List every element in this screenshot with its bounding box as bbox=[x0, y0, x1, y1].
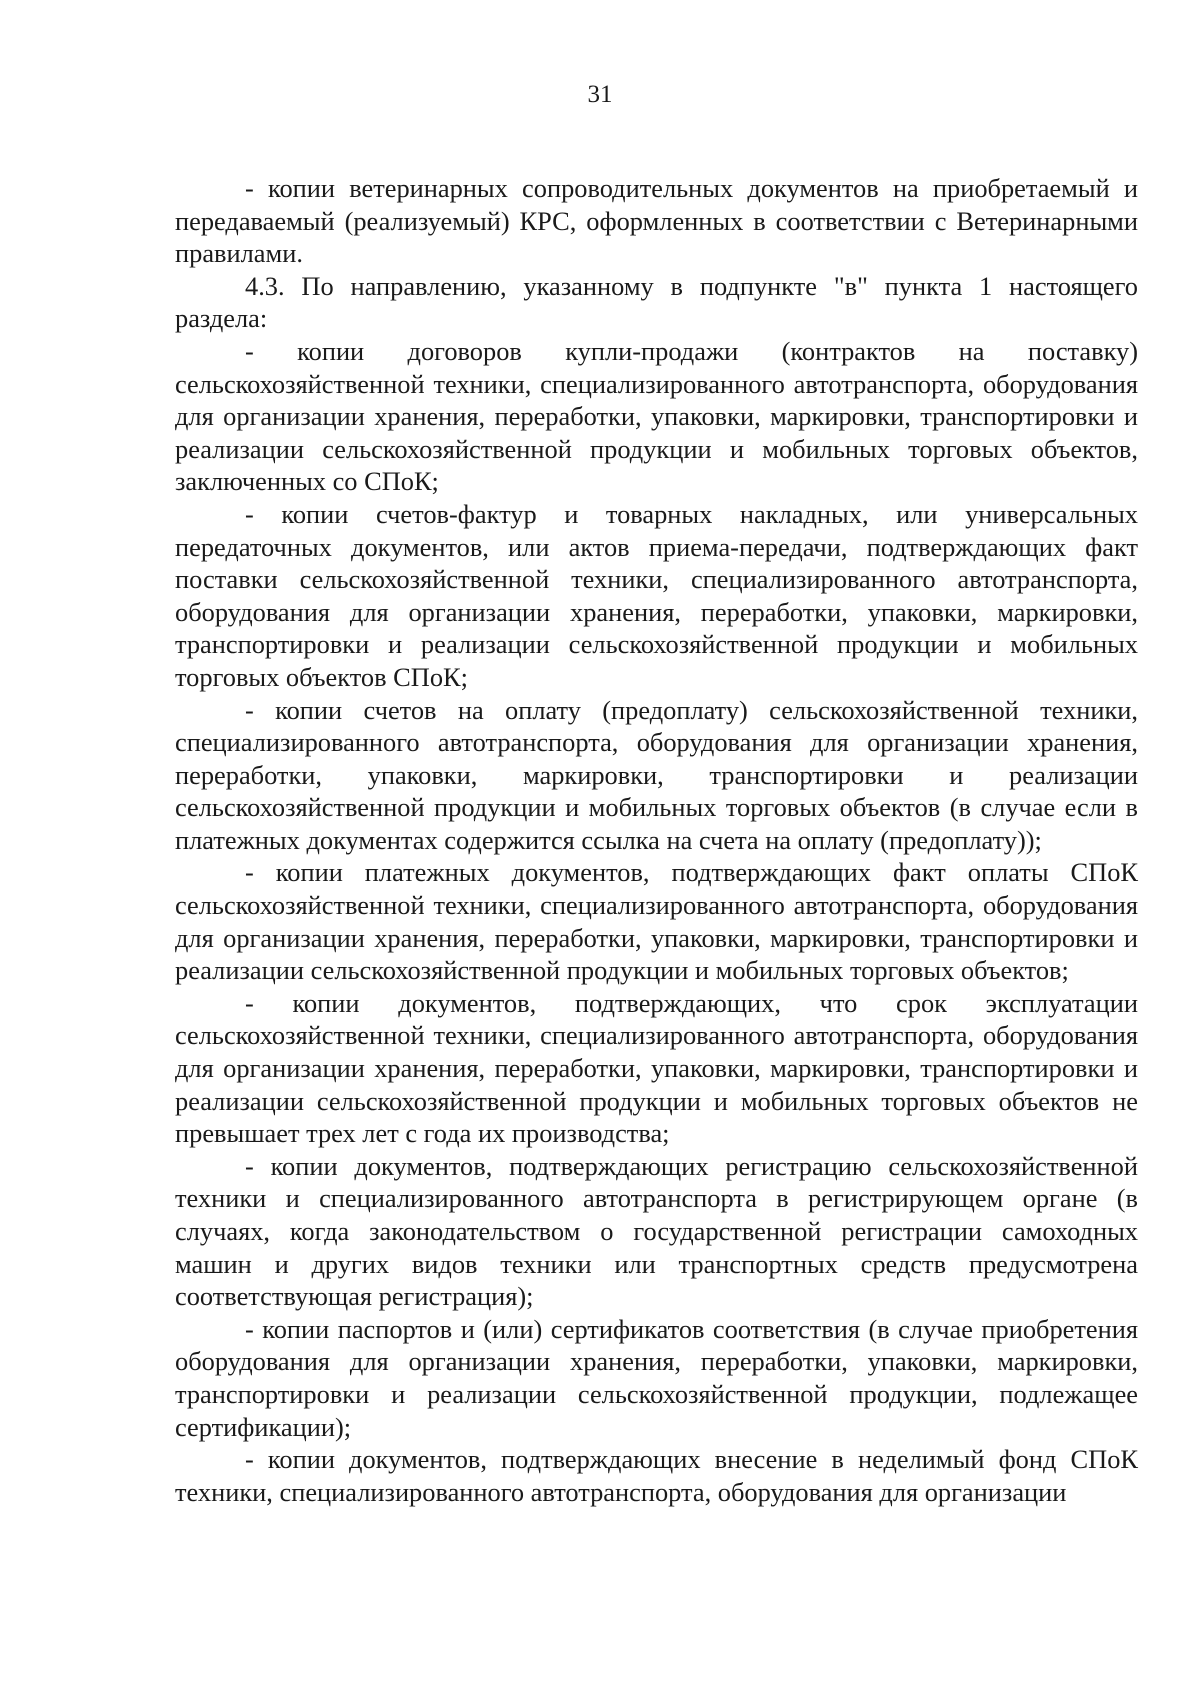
document-body bbox=[175, 172, 1138, 1508]
paragraph-payment-documents: - копии платежных документов, подтверждающих факт оплаты СПоК сельскохозяйственной техники, специализированного автотранспорта, оборудования для организации хранения, переработки, упаковки, маркировки, транспортировки и реализации сельскохозяйственной продукции и мобильных торговых объектов; bbox=[175, 857, 1138, 986]
page-number: 31 bbox=[587, 81, 613, 108]
paragraph-invoices: - копии счетов-фактур и товарных накладных, или универсальных передаточных документов, или актов приема-передачи, подтверждающих факт поставки сельскохозяйственной техники, специализированного автотранспорта, оборудования для организации хранения, переработки, упаковки, маркировки, транспортировки и реализации сельскохозяйственной продукции и мобильных торговых объектов СПоК; bbox=[175, 498, 1138, 692]
paragraph-certificates: - копии паспортов и (или) сертификатов соответствия (в случае приобретения оборудования для организации хранения, переработки, упаковки, маркировки, транспортировки и реализации сельскохозяйственной продукции, подлежащее сертификации); bbox=[175, 1313, 1138, 1442]
paragraph-payment-bills: - копии счетов на оплату (предоплату) сельскохозяйственной техники, специализированного автотранспорта, оборудования для организации хранения, переработки, упаковки, маркировки, транспортировки и реализации сельскохозяйственной продукции и мобильных торговых объектов (в случае если в платежных документах содержится ссылка на счета на оплату (предоплату)); bbox=[175, 694, 1138, 855]
paragraph-section-4-3: 4.3. По направлению, указанному в подпункте "в" пункта 1 настоящего раздела: bbox=[175, 270, 1138, 334]
paragraph-indivisible-fund: - копии документов, подтверждающих внесение в неделимый фонд СПоК техники, специализированного автотранспорта, оборудования для организации bbox=[175, 1444, 1138, 1507]
paragraph-registration: - копии документов, подтверждающих регистрацию сельскохозяйственной техники и специализированного автотранспорта в регистрирующем органе (в случаях, когда законодательством о государственной регистрации самоходных машин и других видов техники или транспортных средств предусмотрена соответствующая регистрация); bbox=[175, 1150, 1138, 1312]
paragraph-purchase-contracts: - копии договоров купли-продажи (контрактов на поставку) сельскохозяйственной техники, специализированного автотранспорта, оборудования для организации хранения, переработки, упаковки, маркировки, транспортировки и реализации сельскохозяйственной продукции и мобильных торговых объектов, заключенных со СПоК; bbox=[175, 335, 1138, 497]
paragraph-service-life: - копии документов, подтверждающих, что срок эксплуатации сельскохозяйственной техники, специализированного автотранспорта, оборудования для организации хранения, переработки, упаковки, маркировки, транспортировки и реализации сельскохозяйственной продукции и мобильных торговых объектов не превышает трех лет с года их производства; bbox=[175, 987, 1138, 1149]
paragraph-vet-documents: - копии ветеринарных сопроводительных документов на приобретаемый и передаваемый (реализуемый) КРС, оформленных в соответствии с Ветеринарными правилами. bbox=[175, 173, 1138, 269]
